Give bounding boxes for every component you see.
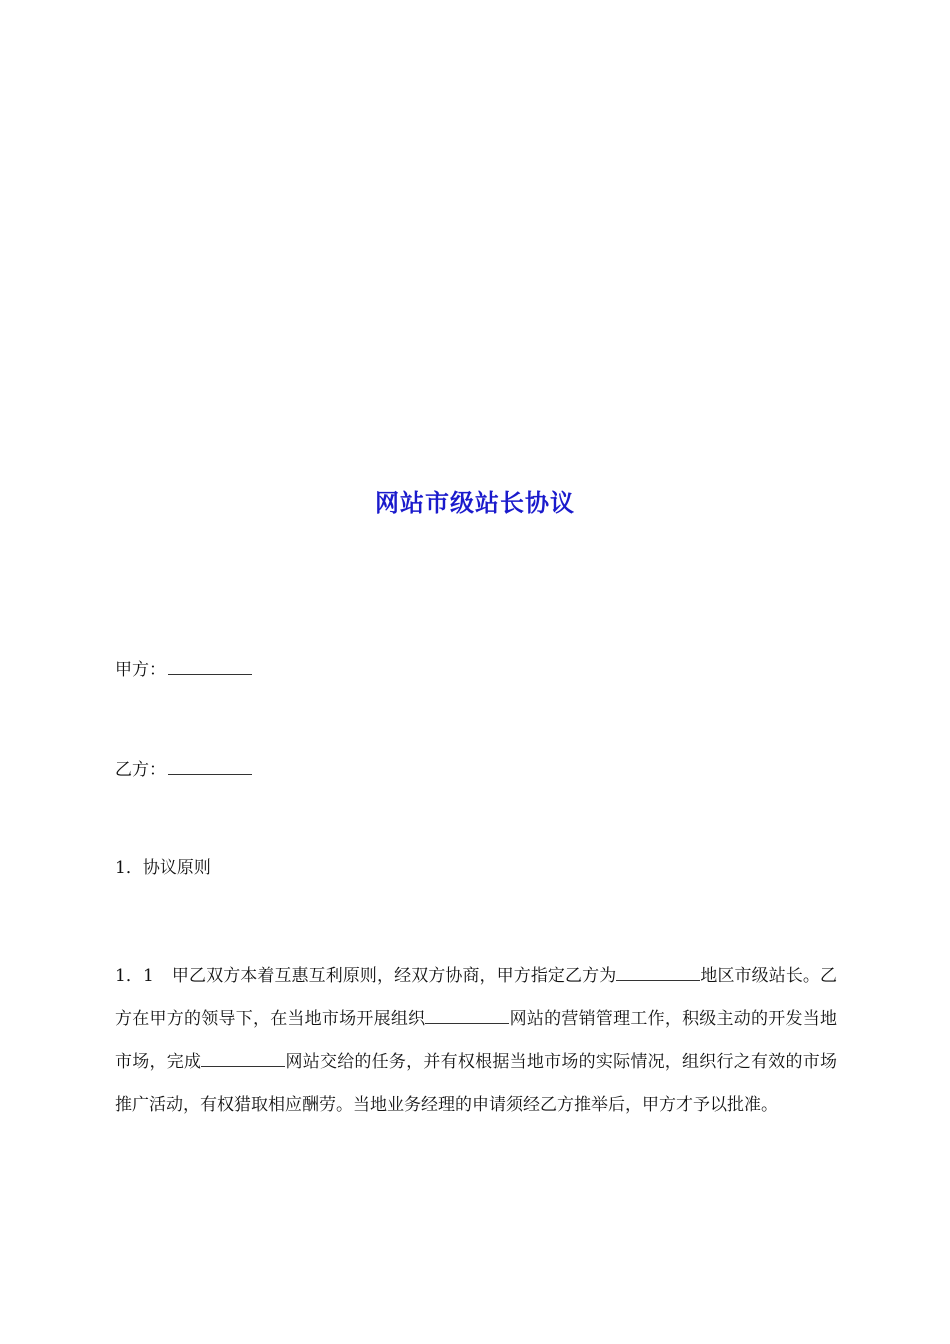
- party-a-label: 甲方：: [115, 660, 166, 680]
- party-b-label: 乙方：: [115, 760, 166, 780]
- clause-paragraph: [115, 955, 837, 1127]
- clause-text-segment: 地区市级站长。乙方在甲方的领导下，在当地市场开展组织: [115, 966, 838, 1029]
- clause-text-segment: 网站的营销管理工作，积级主动的开发当地市场，完成: [115, 1009, 838, 1072]
- fill-in-blank: [616, 966, 700, 981]
- fill-in-blank: [425, 1009, 509, 1024]
- clause-text-segment: 甲乙双方本着互惠互利原则，经双方协商，甲方指定乙方为: [171, 966, 617, 986]
- party-a-line: [115, 658, 252, 682]
- document-title: 网站市级站长协议: [375, 488, 575, 517]
- section-heading: 1．协议原则: [115, 858, 211, 878]
- party-b-line: [115, 758, 252, 782]
- party-b-blank: [168, 760, 252, 775]
- clause-text-segment: 网站交给的任务，并有权根据当地市场的实际情况，组织行之有效的市场推广活动，有权猎取相应酬劳。当地业务经理的申请须经乙方推举后，甲方才予以批准。: [115, 1052, 838, 1115]
- clause-number: 1．1: [115, 966, 154, 986]
- fill-in-blank: [201, 1052, 285, 1067]
- party-a-blank: [168, 660, 252, 675]
